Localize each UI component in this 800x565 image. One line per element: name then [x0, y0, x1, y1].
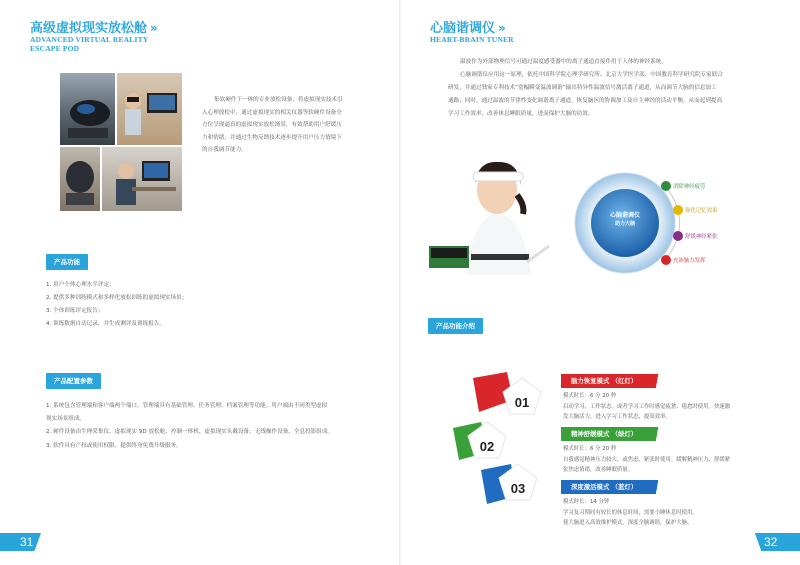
left-intro-line: 入心理放松中，通过虚拟现实的相关仪器等软硬件设备全 [202, 109, 342, 116]
right-title [430, 17, 506, 36]
function-item: 2. 提供多种训练模式和多样化放松训练的虚拟现实场景； [46, 295, 188, 301]
photo-escape-pod-front [60, 73, 115, 145]
left-title-en-line1: ADVANCED VIRTUAL REALITY [30, 35, 149, 44]
pod-side-illustration [60, 147, 100, 211]
function-item: 4. 训练数据自动记录，并生成测评及训练报告。 [46, 321, 165, 327]
mode-title-red: 脑力恢复模式 （红灯） [561, 374, 673, 388]
left-page-number-text: 31 [20, 535, 34, 549]
benefits-diagram [570, 168, 720, 278]
training-station-illustration [102, 147, 182, 211]
mode-number: 01 [514, 395, 530, 410]
config-item: 3. 软件具有产权或使用权限。提供终身免费升级服务。 [46, 442, 182, 449]
headband-user-illustration [427, 150, 565, 275]
right-title-text: 心脑谐调仪 [430, 21, 496, 36]
mode-title-green: 精神舒缓模式 （绿灯） [561, 427, 673, 441]
benefit-label: 消除神经疲劳 [673, 184, 706, 190]
product-functions-tag: 产品功能 [46, 254, 88, 270]
left-title-chevron-icon: » [150, 21, 158, 35]
right-intro-line: 温波作为外部物理信号可通过温度感受器中的离子通道直接作用于人体的神经系统。 [460, 59, 667, 65]
mode-badges [445, 370, 555, 520]
left-title-en [30, 35, 148, 53]
mode-description-red [563, 391, 730, 423]
function-item: 1. 用户个体心理水平评定； [46, 282, 115, 288]
right-page-number-text: 32 [764, 535, 778, 549]
left-intro-line: 方位呈现逼真的虚拟现实放松场景，有效帮助用户舒缓压 [202, 122, 342, 128]
product-config-tag: 产品配置参数 [46, 373, 101, 389]
benefit-label: 充沛脑力发挥 [673, 258, 706, 264]
right-intro-line: 心脑调谐仪应用这一原理，依托中国科学院心理学研究所、北京大学医学部、中国教育科学研究院专家联合 [460, 72, 723, 78]
mode-line: 模式时长：14 分钟 [563, 499, 610, 505]
benefit-label: 强化记忆效果 [685, 208, 718, 214]
mode-title-blue: 深度激活模式 （蓝灯） [561, 480, 673, 494]
photo-vr-user [117, 73, 182, 145]
product-functions-list [46, 279, 187, 331]
right-intro-line: 通路；同时，通过温波的节律性变化调谐离子通道，恢复脑区的协调加工及自主神经的活动平衡，从而起到提高 [448, 98, 723, 104]
function-item: 3. 个体训练评定报告； [46, 308, 104, 314]
photo-headband-user [427, 150, 565, 275]
left-page-number [0, 533, 46, 551]
left-title-en-line2: ESCAPE POD [30, 44, 80, 53]
mode-line: 学习复习期间有较长的休息时间，需要小睡休息时使用。 [563, 509, 698, 516]
product-config-list [46, 400, 333, 453]
config-item: 现实场景组成。 [46, 416, 86, 423]
photo-escape-pod-side [60, 147, 100, 211]
config-item: 2. 硬件设备由生理采集仪、虚拟现实 9D 放松舱、控制一体机、虚拟现实头戴设备、无线操作设备、全息投影组成。 [46, 429, 334, 436]
features-tag: 产品功能介绍 [428, 318, 483, 334]
left-intro-line: 集软硬件于一体的专业放松设备，将虚拟现实技术引 [214, 97, 343, 103]
mode-line: 自我感觉精神压力较大、或焦虑、紧张时使用。缓解精神压力、舒缓紧 [563, 456, 731, 463]
right-title-chevron-icon: » [498, 21, 506, 35]
mode-description-green [563, 444, 730, 476]
mode-line: 模式时长：6 分 20 秒 [563, 393, 617, 399]
right-intro-line: 学习工作效率、改善休息睡眠质量、进而保护大脑的功效。 [448, 111, 594, 117]
config-item: 1. 系统包含管理端和客户端两个端口。管理端具有基础管理、任务管理、档案管理等功能。用户端由不同类型虚拟 [46, 403, 328, 409]
device-sublabel: 助力大脑 [614, 221, 635, 227]
left-intro-line: 力和情绪，并通过生物反馈技术逐步提升用户压力情境下 [202, 134, 342, 141]
mode-line: 张焦虑情绪，改善睡眠质量。 [563, 467, 634, 473]
left-intro-text [202, 94, 343, 157]
escape-pod-illustration [60, 73, 115, 145]
device-label: 心脑谐调仪 [609, 212, 640, 219]
mode-line: 使大脑进入高效维护模式，深度全脑调谐，保护大脑。 [563, 520, 693, 526]
mode-number: 02 [479, 439, 495, 454]
right-intro-text [448, 56, 723, 121]
right-page-number [750, 533, 800, 551]
left-title [30, 17, 158, 36]
benefit-label: 舒缓神经紧张 [685, 234, 718, 240]
device-core-label [596, 212, 654, 228]
mode-number: 03 [510, 481, 526, 496]
mode-line: 启动学习、工作状态。或者学习工作时感觉疲惫、倦怠时使用。快速激 [563, 403, 731, 410]
mode-description-blue [563, 497, 698, 529]
photo-training-station [102, 147, 182, 211]
left-title-text: 高级虚拟现实放松舱 [30, 21, 148, 36]
mode-line: 模式时长：6 分 20 秒 [563, 446, 617, 452]
right-title-en: HEART-BRAIN TUNER [430, 35, 514, 44]
mode-line: 发大脑活力，进入学习工作状态，提高效率。 [563, 414, 671, 420]
vr-user-illustration [117, 73, 182, 145]
page-gutter [399, 0, 401, 565]
right-intro-line: 研发，并通过独家专利技术“宽幅瞬变温波调谐”输出特异性温波信号激活离子通道，从而调节大脑的信息加工 [448, 85, 717, 91]
left-intro-line: 的自我调节能力。 [202, 147, 247, 153]
